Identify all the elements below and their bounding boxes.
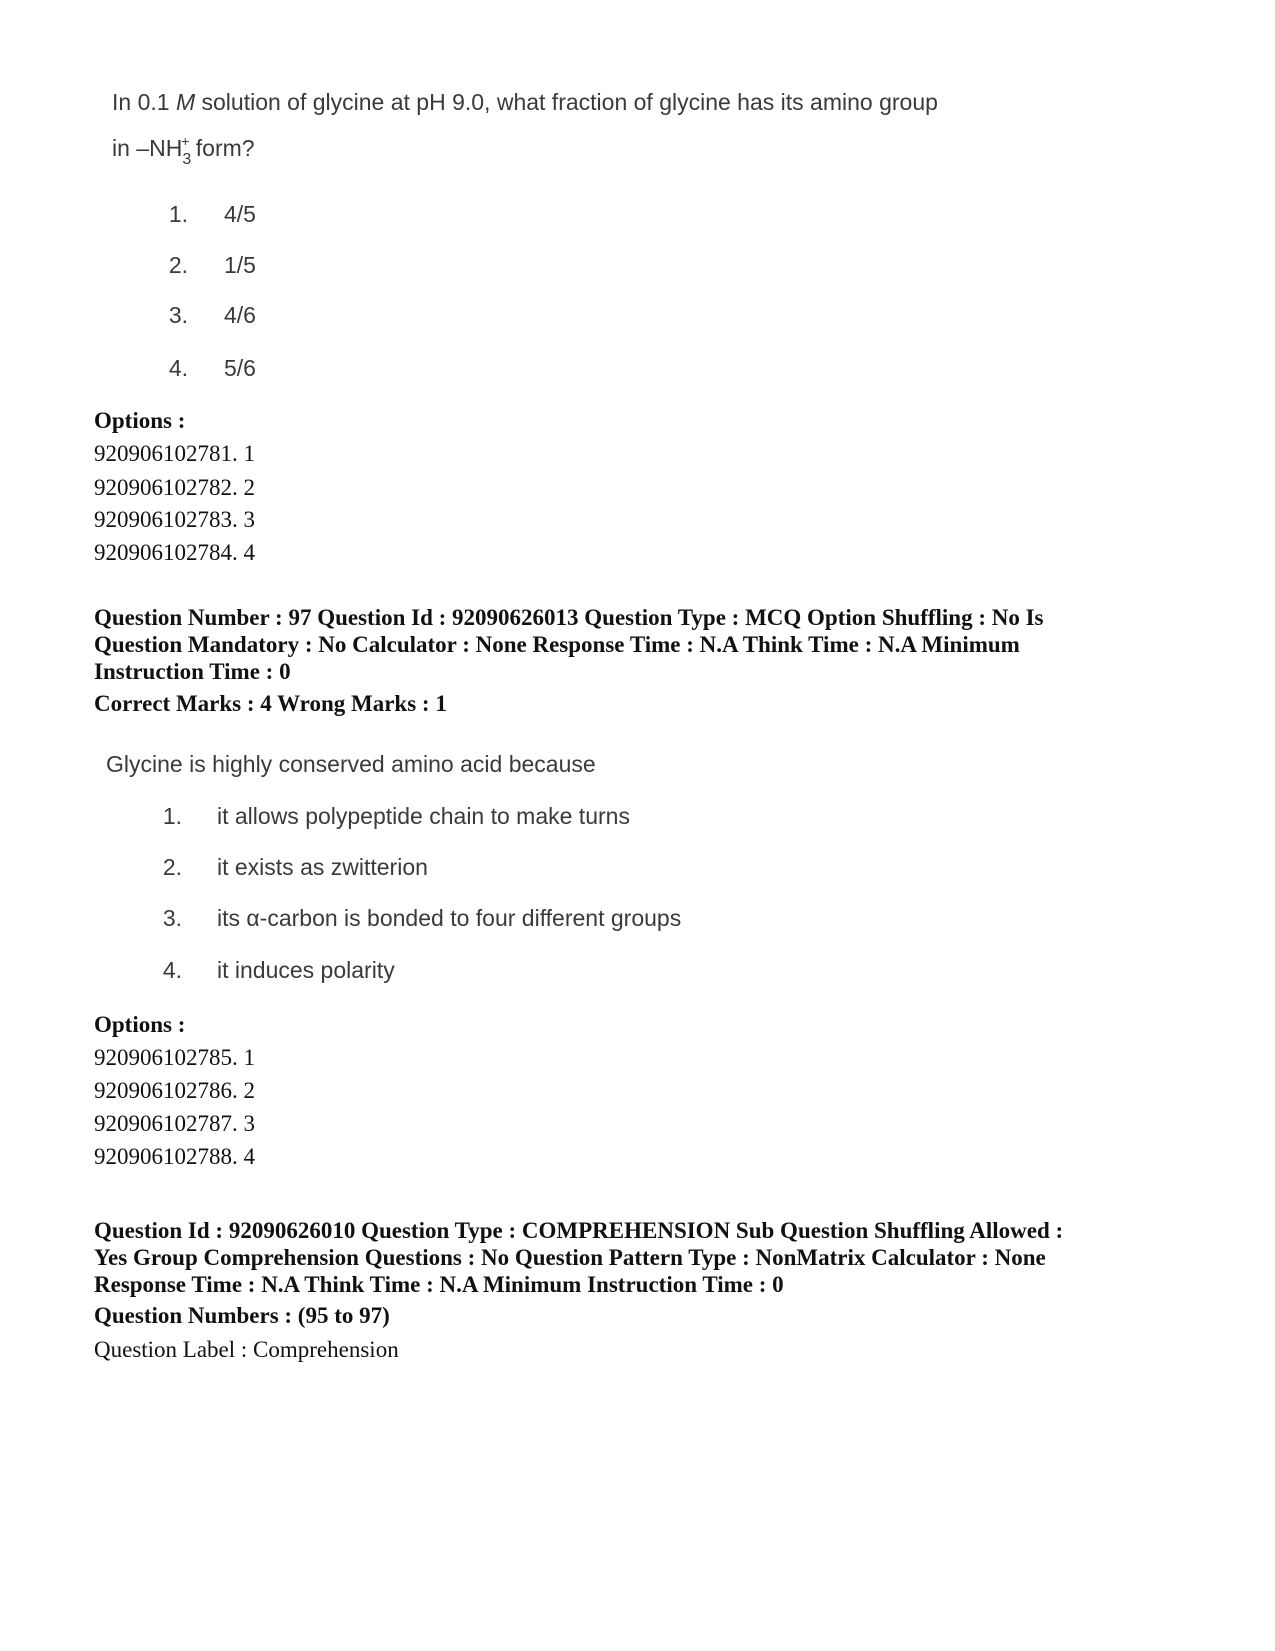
comprehension-meta-line: Response Time : N.A Think Time : N.A Minimum Instruction Time : 0: [94, 1272, 784, 1297]
q96-choice: 3. 4/6: [168, 302, 256, 328]
q96-choice: 1. 4/5: [168, 201, 256, 227]
q97-choice: 4. it induces polarity: [162, 957, 395, 983]
q97-meta-line: Question Number : 97 Question Id : 92090626013 Question Type : MCQ Option Shuffling : No Is: [94, 605, 1044, 630]
q96-stem-line1: In 0.1 M solution of glycine at pH 9.0, what fraction of glycine has its amino group: [112, 89, 938, 115]
q97-stem: Glycine is highly conserved amino acid because: [106, 751, 596, 777]
q96-choice: 2. 1/5: [168, 252, 256, 278]
q97-marks: Correct Marks : 4 Wrong Marks : 1: [94, 691, 447, 716]
q97-options-heading: Options :: [94, 1012, 186, 1037]
q96-choice: 4. 5/6: [168, 355, 256, 381]
q96-option: 920906102782. 2: [94, 475, 255, 500]
q97-choice: 1. it allows polypeptide chain to make turns: [162, 803, 630, 829]
q97-meta: [94, 604, 1204, 685]
q96-option: 920906102784. 4: [94, 540, 255, 565]
q96-stem-line2: in $-NH_3^+$ form?: [112, 133, 255, 168]
q97-meta-line: Instruction Time : 0: [94, 659, 291, 684]
comprehension-numbers: Question Numbers : (95 to 97): [94, 1303, 390, 1328]
q97-option: 920906102788. 4: [94, 1144, 255, 1169]
q97-choice: 2. it exists as zwitterion: [162, 854, 428, 880]
q97-meta-line: Question Mandatory : No Calculator : None Response Time : N.A Think Time : N.A Minimum: [94, 632, 1020, 657]
comprehension-meta-line: Yes Group Comprehension Questions : No Question Pattern Type : NonMatrix Calculator : None: [94, 1245, 1046, 1270]
q97-option: 920906102785. 1: [94, 1045, 255, 1070]
comprehension-meta: [94, 1217, 1204, 1298]
q96-option: 920906102783. 3: [94, 507, 255, 532]
comprehension-label: Question Label : Comprehension: [94, 1337, 399, 1362]
q96-options-heading: Options :: [94, 408, 186, 433]
q97-option: 920906102787. 3: [94, 1111, 255, 1136]
q96-option: 920906102781. 1: [94, 441, 255, 466]
comprehension-meta-line: Question Id : 92090626010 Question Type : COMPREHENSION Sub Question Shuffling Allowed :: [94, 1218, 1064, 1243]
q97-choice: 3. its α-carbon is bonded to four different groups: [162, 905, 682, 931]
q97-option: 920906102786. 2: [94, 1078, 255, 1103]
